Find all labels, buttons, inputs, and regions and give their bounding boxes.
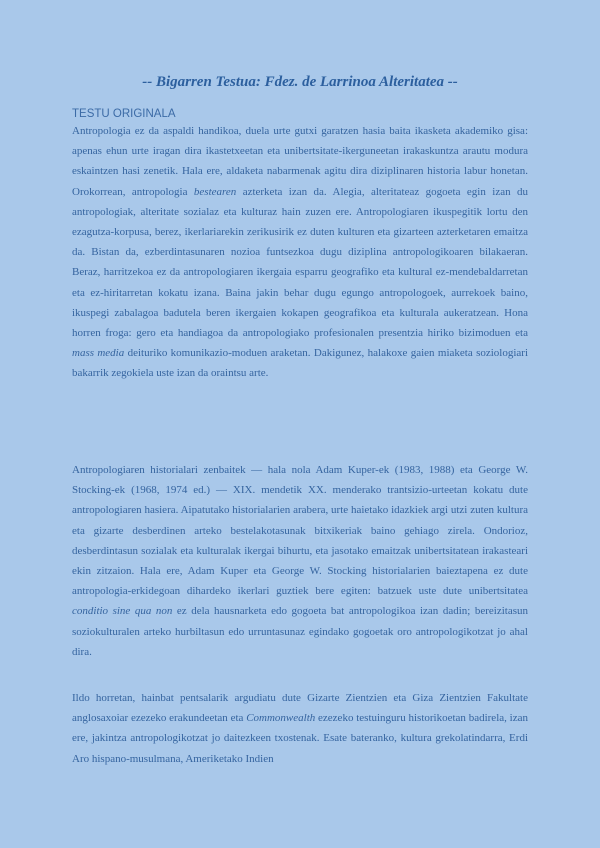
- paragraph-3-emphasis-a: Commonwealth: [246, 712, 316, 725]
- paragraph-1: [72, 121, 528, 384]
- paragraph-1-text-c: deituriko komunikazio-moduen araketan. Dakigunez, halakoxe gaien miaketa soziologiari bakarrik zegokiela uste izan da oraintsu arte.: [72, 347, 528, 380]
- paragraph-2-emphasis-a: conditio sine qua non: [72, 605, 173, 618]
- paragraph-2: [72, 460, 528, 662]
- paragraph-2-text-a: Antropologiaren historialari zenbaitek — hala nola Adam Kuper-ek (1983, 1988) eta George W. Stocking-ek (1968, 1974 ed.) — XIX. mendetik XX. menderako trantsizio-urteetan kokatu dute antropologiaren hasiera. Aipatutako historialarien arabera, urte haietako idazkiek argi utzi zuten kultura eta gizarte desberdinen arteko bestelakotasunak bitxikeriak baino gehiago zirela. Ondorioz, desberdintasun sozialak eta kulturalak ikergai bihurtu, eta jasotako emaitzak unibertsitatean irakasteari ekin zitzaion. Hala ere, Adam Kuper eta George W. Stocking historialarien baieztapena ez dute antropologia-erkidegoan dihardeko ikerlari guztiek bere egiten: batzuek uste dute unibertsitatea: [72, 464, 528, 598]
- document-title: -- Bigarren Testua: Fdez. de Larrinoa Alteritatea --: [142, 74, 458, 90]
- paragraph-1-text-b: azterketa izan da. Alegia, alteritateaz gogoeta egin izan du antropologiak, alteritate sozialaz eta kulturaz hain zuzen ere. Antropologiaren ikuspegitik lortu den ezagutza-korpusa, berez, ikerlariarekin zerikusirik ez duten kulturen eta gizarteen azterketaren emaitza da. Bistan da, ezberdintasunaren nozioa funtsezkoa dugu diziplina antropologikoaren bilakaeran. Beraz, harritzekoa ez da antropologiaren ikergaia esparru geografiko eta kultural ez-mendebaldarretan eta ez-hiritarretan kokatu izana. Baina jakin behar dugu egungo antropologoek, aurrekoek baino, ikuspegi zabalagoa badutela beren ikergaien kokapen geografikoa eta kulturala aukeratzean. Hona horren froga: gero eta handiagoa da antropologiako profesionalen presentzia hiriko bizimoduen eta: [72, 185, 529, 340]
- paragraph-3-text-b: ezezeko testuinguru historikoetan badirela, izan ere, jakintza antropologikotzat jo daitezkeen txostenak. Esate bateranko, kultura grekolatindarra, Erdi Aro hispano-musulmana, Ameriketako Indien: [72, 712, 528, 765]
- paragraph-1-emphasis-a: bestearen: [193, 185, 237, 198]
- paragraph-2-text-b: ez dela hausnarketa edo gogoeta bat antropologikoa izan dadin; bereizitasun soziokulturalen arteko hurbiltasun edo urruntasunaz egindako gogoetak oro antropologikotzat jo ahal dira.: [72, 605, 528, 658]
- section-heading: TESTU ORIGINALA: [72, 108, 176, 120]
- paragraph-1-emphasis-b: mass media: [72, 347, 125, 360]
- paragraph-3-text-a: Ildo horretan, hainbat pentsalarik argudiatu dute Gizarte Zientzien eta Giza Zientzien Fakultate anglosaxoiar ezezeko erakundeetan eta: [72, 692, 528, 725]
- paragraph-3: [72, 688, 528, 769]
- paragraph-1-text-a: Antropologia ez da aspaldi handikoa, duela urte gutxi garatzen hasia baita ikasketa akademiko gisa: apenas ehun urte iragan dira ikastetxeetan eta unibertsitate-ikerguneetan irakaskuntza arautu modura eskaintzen hasi zenetik. Hala ere, aldaketa nabarmenak agitu dira diziplinaren historia labur honetan. Orokorrean, antropologia: [72, 125, 528, 198]
